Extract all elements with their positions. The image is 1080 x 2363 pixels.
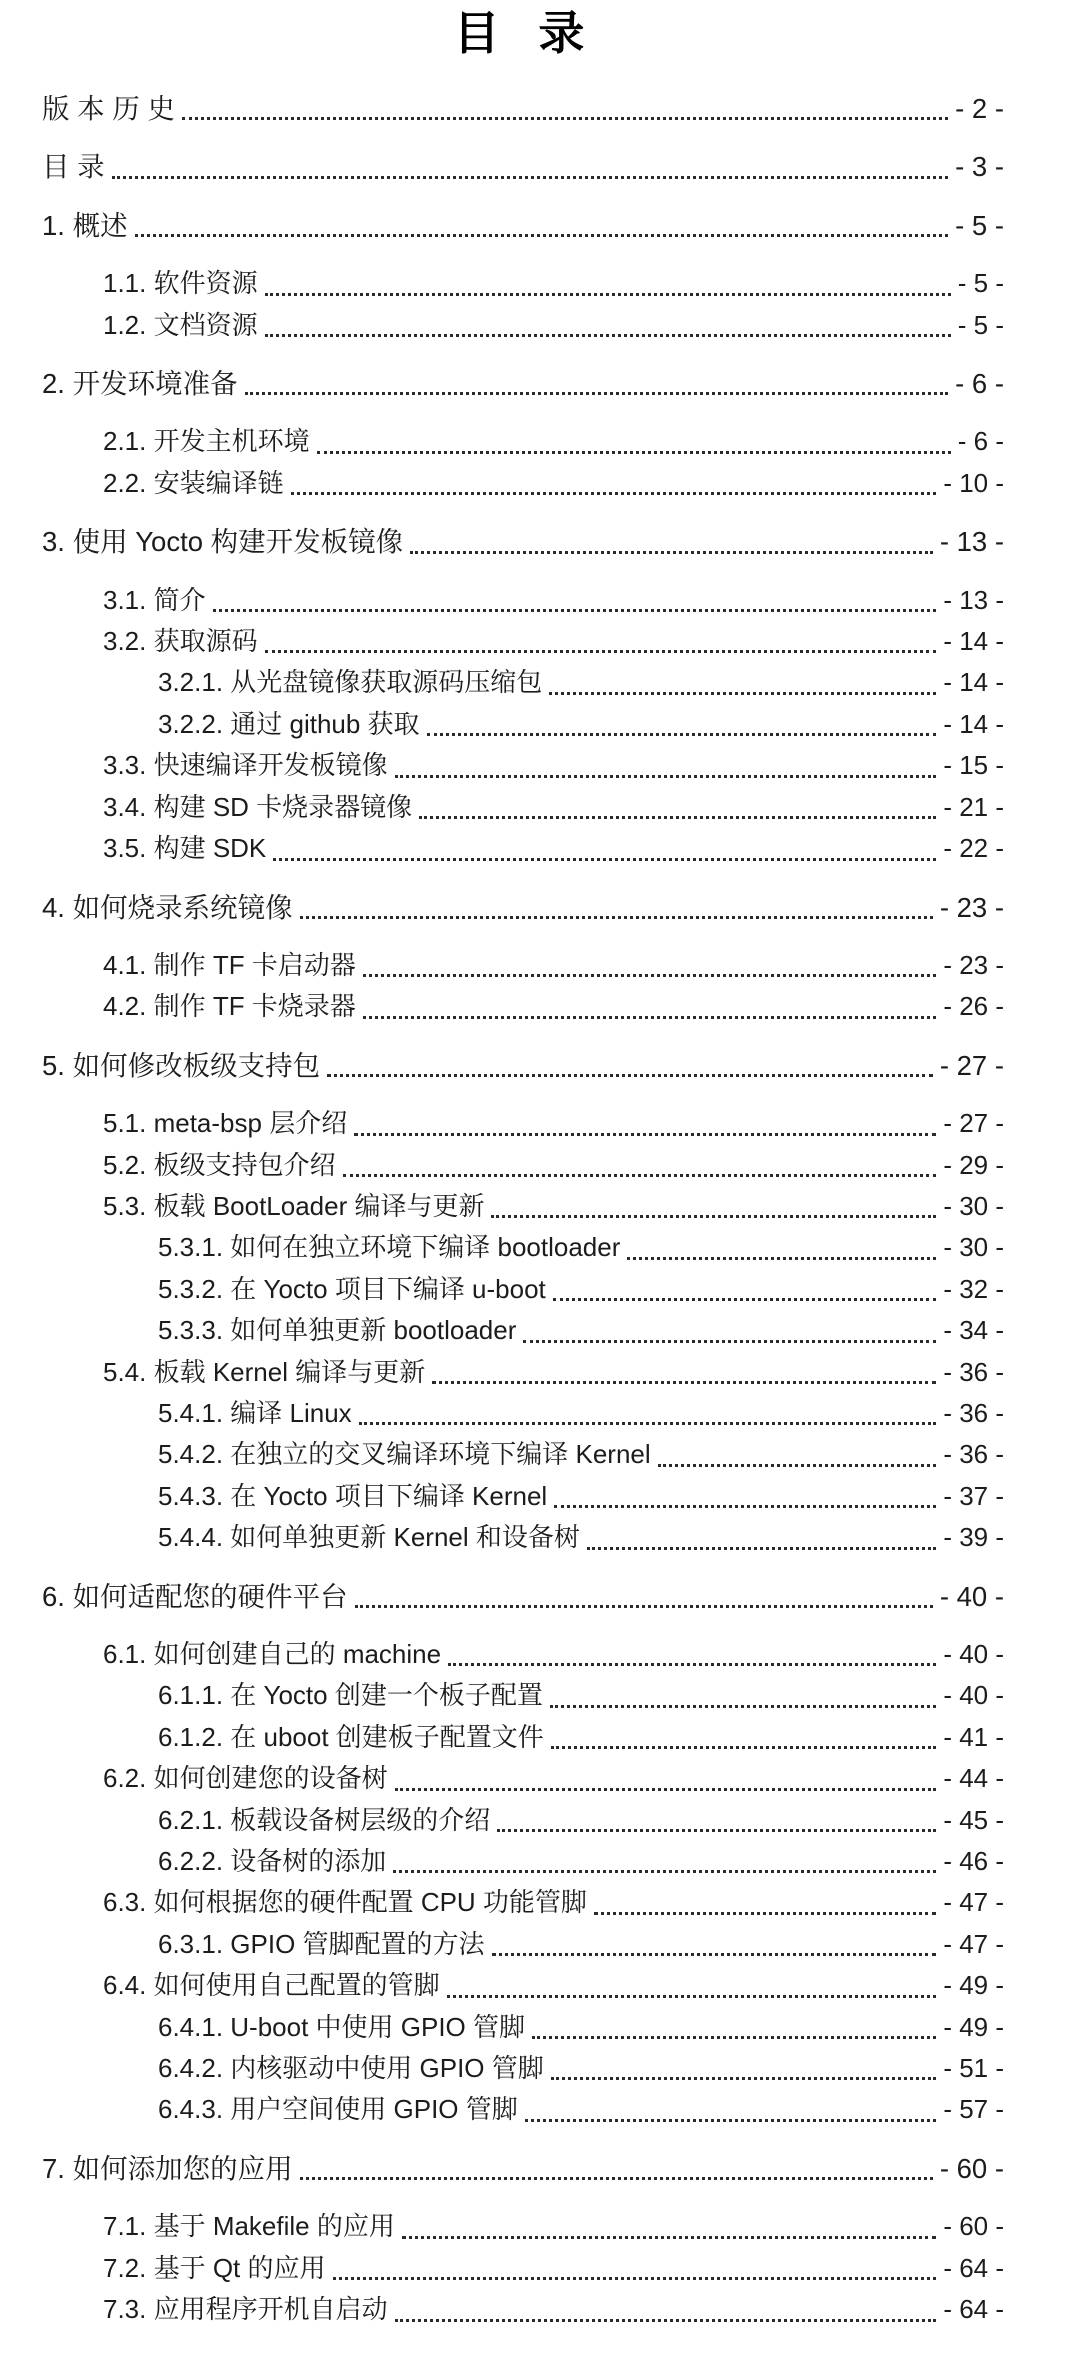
- toc-entry-title: 5.4.4. 如何单独更新 Kernel 和设备树: [158, 1522, 580, 1553]
- toc-entry-page: - 32 -: [943, 1273, 1004, 1304]
- toc-entry[interactable]: [42, 1145, 1004, 1186]
- toc-entry-title: 6.1.1. 在 Yocto 创建一个板子配置: [158, 1680, 543, 1711]
- toc-entry-page: - 49 -: [943, 2011, 1004, 2042]
- toc-leader-dots: [492, 1953, 937, 1956]
- toc-entry-title: 3.2.2. 通过 github 获取: [158, 708, 420, 739]
- toc-entry[interactable]: [42, 2289, 1004, 2330]
- toc-leader-dots: [491, 1215, 936, 1218]
- toc-entry-page: - 13 -: [943, 584, 1004, 615]
- toc-leader-dots: [587, 1547, 936, 1550]
- toc-entry-title: 4.1. 制作 TF 卡启动器: [103, 949, 356, 980]
- toc-entry[interactable]: [42, 787, 1004, 828]
- toc-leader-dots: [532, 2036, 936, 2039]
- toc-entry[interactable]: [42, 1269, 1004, 1310]
- toc-entry-title: 6.3.1. GPIO 管脚配置的方法: [158, 1928, 485, 1959]
- toc-leader-dots: [551, 1746, 937, 1749]
- toc-entry-title: 6.2.1. 板载设备树层级的介绍: [158, 1804, 491, 1835]
- toc-entry-page: - 22 -: [943, 833, 1004, 864]
- toc-entry-title: 1. 概述: [42, 209, 128, 241]
- toc-entry-page: - 36 -: [943, 1397, 1004, 1428]
- toc-leader-dots: [395, 1788, 937, 1791]
- toc-entry[interactable]: [42, 1045, 1004, 1086]
- toc-leader-dots: [333, 2277, 937, 2280]
- toc-entry[interactable]: [42, 521, 1004, 562]
- toc-entry-title: 5.3.1. 如何在独立环境下编译 bootloader: [158, 1232, 621, 1263]
- toc-entry-title: 3.4. 构建 SD 卡烧录器镜像: [103, 791, 413, 822]
- toc-entry-title: 6.3. 如何根据您的硬件配置 CPU 功能管脚: [103, 1887, 587, 1918]
- toc-entry-page: - 10 -: [943, 467, 1004, 498]
- toc-entry-page: - 5 -: [957, 309, 1004, 340]
- toc-entry-page: - 30 -: [943, 1190, 1004, 1221]
- toc-entry-title: 6. 如何适配您的硬件平台: [42, 1580, 348, 1612]
- toc-entry-title: 6.2.2. 设备树的添加: [158, 1846, 387, 1877]
- toc-entry[interactable]: [42, 1310, 1004, 1351]
- toc-entry[interactable]: [42, 621, 1004, 662]
- toc-entry-title: 3.5. 构建 SDK: [103, 833, 267, 864]
- toc-leader-dots: [554, 1505, 936, 1508]
- toc-entry[interactable]: [42, 662, 1004, 703]
- toc-entry-title: 3.1. 简介: [103, 584, 206, 615]
- toc-entry-page: - 36 -: [943, 1356, 1004, 1387]
- toc-entry[interactable]: [42, 1965, 1004, 2006]
- toc-leader-dots: [265, 650, 937, 653]
- toc-entry-title: 6.2. 如何创建您的设备树: [103, 1763, 388, 1794]
- toc-entry[interactable]: [42, 1393, 1004, 1434]
- toc-entry-title: 5.4.1. 编译 Linux: [158, 1397, 352, 1428]
- toc-leader-dots: [359, 1422, 937, 1425]
- toc-leader-dots: [245, 392, 949, 395]
- toc-entry-page: - 37 -: [943, 1480, 1004, 1511]
- toc-entry-page: - 27 -: [939, 1049, 1004, 1081]
- toc-entry-title: 5.4. 板载 Kernel 编译与更新: [103, 1356, 426, 1387]
- toc-leader-dots: [265, 293, 951, 296]
- toc-entry-title: 6.4.1. U-boot 中使用 GPIO 管脚: [158, 2011, 525, 2042]
- toc-entry-page: - 46 -: [943, 1846, 1004, 1877]
- toc-leader-dots: [427, 733, 937, 736]
- toc-entry-page: - 64 -: [943, 2294, 1004, 2325]
- toc-entry-title: 1.1. 软件资源: [103, 268, 258, 299]
- toc-entry-title: 3.2. 获取源码: [103, 626, 258, 657]
- toc-leader-dots: [419, 816, 936, 819]
- toc-entry-page: - 40 -: [939, 1580, 1004, 1612]
- toc-entry-title: 版 本 历 史: [42, 93, 175, 124]
- toc-entry[interactable]: [42, 1717, 1004, 1758]
- toc-entry-title: 3.3. 快速编译开发板镜像: [103, 750, 388, 781]
- toc-entry-page: - 21 -: [943, 791, 1004, 822]
- toc-leader-dots: [343, 1174, 937, 1177]
- toc-entry[interactable]: [42, 463, 1004, 504]
- toc-entry-title: 6.1. 如何创建自己的 machine: [103, 1639, 442, 1669]
- toc-entry[interactable]: [42, 1352, 1004, 1393]
- toc-leader-dots: [354, 1133, 936, 1136]
- toc-entry[interactable]: [42, 1882, 1004, 1923]
- toc-entry[interactable]: [42, 580, 1004, 621]
- toc-entry-page: - 64 -: [943, 2252, 1004, 2283]
- toc-entry-title: 2. 开发环境准备: [42, 368, 238, 400]
- toc-entry-page: - 40 -: [943, 1680, 1004, 1711]
- toc-leader-dots: [265, 334, 951, 337]
- toc-leader-dots: [363, 1016, 937, 1019]
- toc-entry-page: - 34 -: [943, 1315, 1004, 1346]
- toc-entry-page: - 39 -: [943, 1522, 1004, 1553]
- toc-entry[interactable]: [42, 828, 1004, 869]
- toc-entry[interactable]: [42, 2148, 1004, 2189]
- toc-leader-dots: [627, 1257, 936, 1260]
- toc-entry-page: - 30 -: [943, 1232, 1004, 1263]
- toc-entry[interactable]: [42, 2089, 1004, 2130]
- toc-entry-title: 1.2. 文档资源: [103, 309, 258, 340]
- toc-entry[interactable]: [42, 2048, 1004, 2089]
- toc-leader-dots: [182, 117, 948, 120]
- toc-leader-dots: [393, 1870, 936, 1873]
- toc-entry-page: - 5 -: [957, 268, 1004, 299]
- toc-entry[interactable]: [42, 745, 1004, 786]
- toc-entry[interactable]: [42, 1476, 1004, 1517]
- toc-leader-dots: [213, 609, 937, 612]
- toc-entry[interactable]: [42, 945, 1004, 986]
- toc-leader-dots: [497, 1829, 936, 1832]
- toc-entry[interactable]: [42, 1675, 1004, 1716]
- toc-entry[interactable]: [42, 2248, 1004, 2289]
- toc-leader-dots: [523, 1340, 936, 1343]
- toc-entry-page: - 45 -: [943, 1804, 1004, 1835]
- toc-entry[interactable]: [42, 1634, 1004, 1675]
- toc-entry[interactable]: [42, 421, 1004, 462]
- toc-entry-page: - 60 -: [943, 2211, 1004, 2242]
- toc-leader-dots: [594, 1912, 936, 1915]
- toc-entry-page: - 14 -: [943, 708, 1004, 739]
- toc-entry[interactable]: [42, 305, 1004, 346]
- toc-entry[interactable]: [42, 1517, 1004, 1558]
- toc-leader-dots: [112, 176, 948, 179]
- toc-leader-dots: [549, 692, 936, 695]
- toc-entry-page: - 51 -: [943, 2053, 1004, 2084]
- toc-entry-page: - 60 -: [939, 2152, 1004, 2184]
- toc-entry[interactable]: [42, 1800, 1004, 1841]
- toc-entry-page: - 44 -: [943, 1763, 1004, 1794]
- toc-entry-title: 7.2. 基于 Qt 的应用: [103, 2252, 326, 2283]
- toc-entry-title: 5.3.3. 如何单独更新 bootloader: [158, 1315, 517, 1346]
- toc-leader-dots: [355, 1605, 933, 1608]
- toc-entry[interactable]: [42, 887, 1004, 928]
- toc-entry[interactable]: [42, 704, 1004, 745]
- toc-entry-title: 7.3. 应用程序开机自启动: [103, 2294, 388, 2325]
- toc-entry-title: 7. 如何添加您的应用: [42, 2152, 293, 2184]
- toc-entry[interactable]: [42, 1758, 1004, 1799]
- toc-leader-dots: [300, 916, 933, 919]
- toc-leader-dots: [327, 1074, 933, 1077]
- toc-leader-dots: [273, 858, 936, 861]
- toc-entry-page: - 26 -: [943, 991, 1004, 1022]
- toc-entry-page: - 29 -: [943, 1149, 1004, 1180]
- toc-entry[interactable]: [42, 205, 1004, 246]
- toc-entry[interactable]: [42, 263, 1004, 304]
- toc-entry-title: 5.4.2. 在独立的交叉编译环境下编译 Kernel: [158, 1439, 651, 1470]
- toc-entry-title: 6.4. 如何使用自己配置的管脚: [103, 1970, 440, 2001]
- toc-entry-title: 目 录: [42, 151, 105, 183]
- toc-leader-dots: [291, 492, 937, 495]
- toc-leader-dots: [551, 2077, 937, 2080]
- toc-entry-title: 6.4.2. 内核驱动中使用 GPIO 管脚: [158, 2053, 544, 2084]
- toc-entry-title: 3. 使用 Yocto 构建开发板镜像: [42, 526, 404, 558]
- toc-entry-page: - 41 -: [943, 1721, 1004, 1752]
- toc-entry-page: - 49 -: [943, 1970, 1004, 2001]
- toc-leader-dots: [550, 1705, 936, 1708]
- toc-entry[interactable]: [42, 986, 1004, 1027]
- toc-leader-dots: [410, 551, 933, 554]
- toc-entry-title: 5.1. meta-bsp 层介绍: [103, 1108, 348, 1139]
- toc-entry[interactable]: [42, 2007, 1004, 2048]
- toc-entry-page: - 36 -: [943, 1439, 1004, 1470]
- toc-entry-page: - 23 -: [943, 949, 1004, 980]
- toc-entry[interactable]: [42, 88, 1004, 129]
- toc-entry-title: 5.3. 板载 BootLoader 编译与更新: [103, 1190, 485, 1221]
- toc-entry[interactable]: [42, 1576, 1004, 1617]
- toc-leader-dots: [553, 1298, 937, 1301]
- toc-entry-title: 6.1.2. 在 uboot 创建板子配置文件: [158, 1721, 544, 1752]
- toc-leader-dots: [402, 2236, 936, 2239]
- page-title: 目 录: [453, 7, 593, 59]
- toc-list: [42, 88, 1004, 2331]
- toc-entry-title: 5.4.3. 在 Yocto 项目下编译 Kernel: [158, 1480, 548, 1511]
- toc-entry[interactable]: [42, 1841, 1004, 1882]
- toc-entry-title: 2.1. 开发主机环境: [103, 426, 310, 457]
- toc-leader-dots: [363, 974, 937, 977]
- toc-entry[interactable]: [42, 146, 1004, 187]
- toc-leader-dots: [395, 2319, 937, 2322]
- toc-leader-dots: [135, 234, 949, 237]
- toc-entry-page: - 14 -: [943, 667, 1004, 698]
- toc-entry-page: - 15 -: [943, 750, 1004, 781]
- toc-entry-title: 5. 如何修改板级支持包: [42, 1049, 321, 1081]
- toc-entry-title: 6.4.3. 用户空间使用 GPIO 管脚: [158, 2094, 518, 2125]
- toc-leader-dots: [300, 2177, 933, 2180]
- toc-leader-dots: [395, 775, 937, 778]
- toc-entry-page: - 5 -: [955, 209, 1004, 241]
- toc-entry-page: - 2 -: [955, 93, 1004, 124]
- toc-entry[interactable]: [42, 1103, 1004, 1144]
- toc-entry[interactable]: [42, 1924, 1004, 1965]
- toc-entry-title: 4.2. 制作 TF 卡烧录器: [103, 991, 356, 1022]
- toc-entry-title: 7.1. 基于 Makefile 的应用: [103, 2211, 395, 2242]
- toc-entry-title: 5.3.2. 在 Yocto 项目下编译 u-boot: [158, 1273, 546, 1304]
- toc-entry-page: - 23 -: [939, 891, 1004, 923]
- toc-leader-dots: [432, 1381, 936, 1384]
- toc-leader-dots: [317, 451, 951, 454]
- toc-entry-page: - 40 -: [943, 1639, 1004, 1669]
- toc-leader-dots: [525, 2119, 937, 2122]
- toc-entry-page: - 47 -: [943, 1887, 1004, 1918]
- toc-entry-page: - 27 -: [943, 1108, 1004, 1139]
- toc-entry-page: - 6 -: [957, 426, 1004, 457]
- toc-entry[interactable]: [42, 1227, 1004, 1268]
- toc-entry-title: 3.2.1. 从光盘镜像获取源码压缩包: [158, 667, 543, 698]
- toc-leader-dots: [658, 1464, 937, 1467]
- toc-entry-page: - 14 -: [943, 626, 1004, 657]
- toc-leader-dots: [447, 1995, 937, 1998]
- toc-entry[interactable]: [42, 1434, 1004, 1475]
- toc-entry-title: 5.2. 板级支持包介绍: [103, 1149, 336, 1180]
- toc-entry-page: - 47 -: [943, 1928, 1004, 1959]
- toc-entry[interactable]: [42, 2206, 1004, 2247]
- toc-entry-page: - 57 -: [943, 2094, 1004, 2125]
- toc-entry-page: - 13 -: [939, 526, 1004, 558]
- toc-leader-dots: [448, 1663, 936, 1666]
- toc-entry-page: - 6 -: [955, 368, 1004, 400]
- toc-entry-title: 2.2. 安装编译链: [103, 467, 284, 498]
- toc-entry[interactable]: [42, 363, 1004, 404]
- toc-entry[interactable]: [42, 1186, 1004, 1227]
- toc-entry-page: - 3 -: [955, 151, 1004, 183]
- toc-entry-title: 4. 如何烧录系统镜像: [42, 891, 293, 923]
